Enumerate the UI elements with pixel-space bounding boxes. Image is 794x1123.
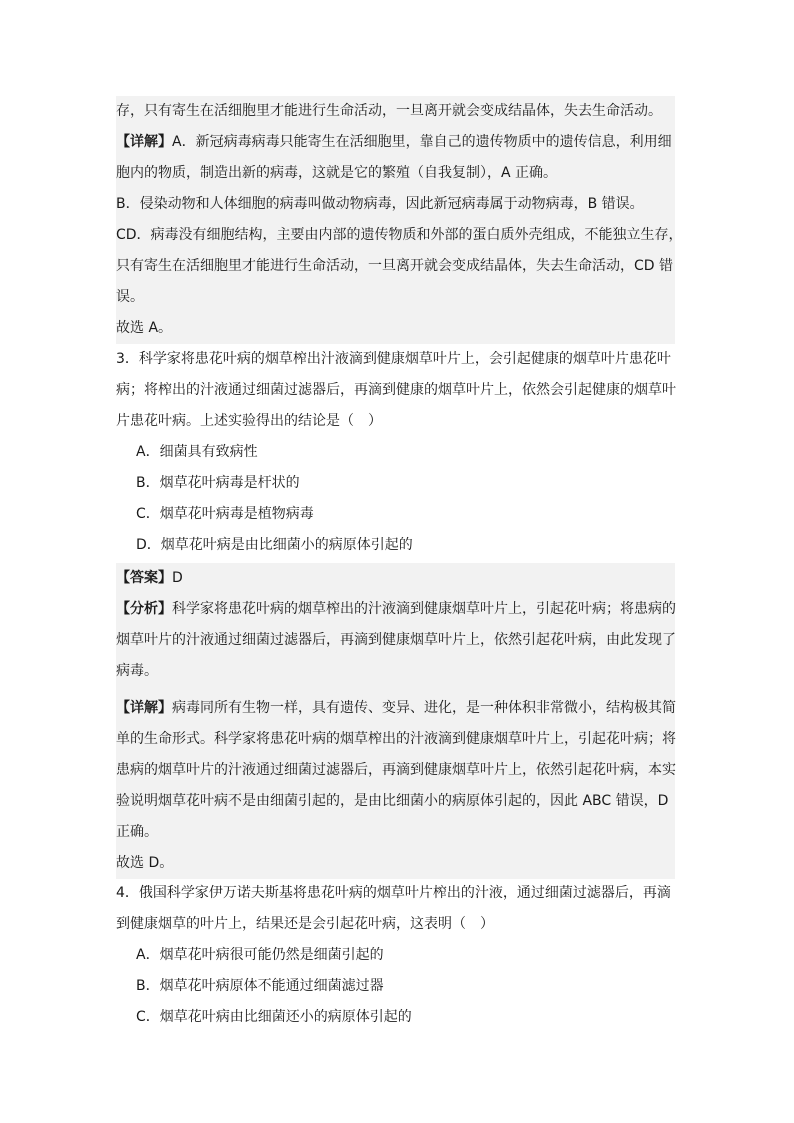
detail-line: 【详解】病毒同所有生物一样，具有遗传、变异、进化，是一种体积非常微小，结构极其简 [116,700,676,716]
answer-value: D [172,570,183,586]
option-d: D．烟草花叶病是由比细菌小的病原体引起的 [136,537,413,553]
question-stem-line: 片患花叶病。上述实验得出的结论是（ ） [116,413,382,429]
option-a: A．细菌具有致病性 [136,444,258,460]
text-line: 胞内的物质，制造出新的病毒，这就是它的繁殖（自我复制），A 正确。 [116,165,558,181]
answer-line [116,563,675,594]
explanation-block-q2 [116,96,683,344]
question-stem-line: 4．俄国科学家伊万诺夫斯基将患花叶病的烟草叶片榨出的汁液，通过细菌过滤器后，再滴 [116,885,671,901]
text-line: 故选 A。 [116,320,173,336]
analysis-line: 【分析】科学家将患花叶病的烟草榨出的汁液滴到健康烟草叶片上，引起花叶病；将患病的 [116,601,676,617]
detail-tag: 【详解】 [116,134,172,150]
analysis-tag: 【分析】 [116,601,172,617]
question-4 [116,878,675,1033]
question-stem-line: 3．科学家将患花叶病的烟草榨出汁液滴到健康烟草叶片上，会引起健康的烟草叶片患花叶 [116,351,671,367]
text-line: CD．病毒没有细胞结构，主要由内部的遗传物质和外部的蛋白质外壳组成，不能独立生存， [116,227,683,243]
option-a: A．烟草花叶病很可能仍然是细菌引起的 [136,947,384,963]
detail-tag: 【详解】 [116,700,172,716]
conclusion-line: 故选 D。 [116,855,174,871]
detail-line: 验说明烟草花叶病不是由细菌引起的，是由比细菌小的病原体引起的，因此 ABC 错误，D [116,793,669,809]
analysis-line: 病毒。 [116,663,158,679]
detail-line: 患病的烟草叶片的汁液通过细菌过滤器后，再滴到健康烟草叶片上，依然引起花叶病，本实 [116,762,676,778]
option-b: B．烟草花叶病毒是杆状的 [136,475,300,491]
text-line: B．侵染动物和人体细胞的病毒叫做动物病毒，因此新冠病毒属于动物病毒，B 错误。 [116,196,644,212]
text-line: 存，只有寄生在活细胞里才能进行生命活动，一旦离开就会变成结晶体，失去生命活动。 [116,103,662,119]
text-line: 【详解】A．新冠病毒病毒只能寄生在活细胞里，靠自己的遗传物质中的遗传信息，利用细 [116,134,672,150]
question-stem-line: 到健康烟草的叶片上，结果还是会引起花叶病，这表明（ ） [116,916,494,932]
question-3 [116,344,675,561]
option-b: B．烟草花叶病原体不能通过细菌滤过器 [136,978,384,994]
option-c: C．烟草花叶病毒是植物病毒 [136,506,314,522]
option-c: C．烟草花叶病由比细菌还小的病原体引起的 [136,1009,412,1025]
text-line: 误。 [116,289,144,305]
detail-line: 正确。 [116,824,158,840]
question-stem-line: 病；将榨出的汁液通过细菌过滤器后，再滴到健康的烟草叶片上，依然会引起健康的烟草叶 [116,382,676,398]
detail-line: 单的生命形式。科学家将患花叶病的烟草榨出的汁液滴到健康烟草叶片上，引起花叶病；将 [116,731,676,747]
analysis-line: 烟草叶片的汁液通过细菌过滤器后，再滴到健康烟草叶片上，依然引起花叶病，由此发现了 [116,632,676,648]
text-line: 只有寄生在活细胞里才能进行生命活动，一旦离开就会变成结晶体，失去生命活动，CD 错 [116,258,674,274]
answer-block-q3 [116,563,675,879]
answer-tag: 【答案】 [116,570,172,586]
